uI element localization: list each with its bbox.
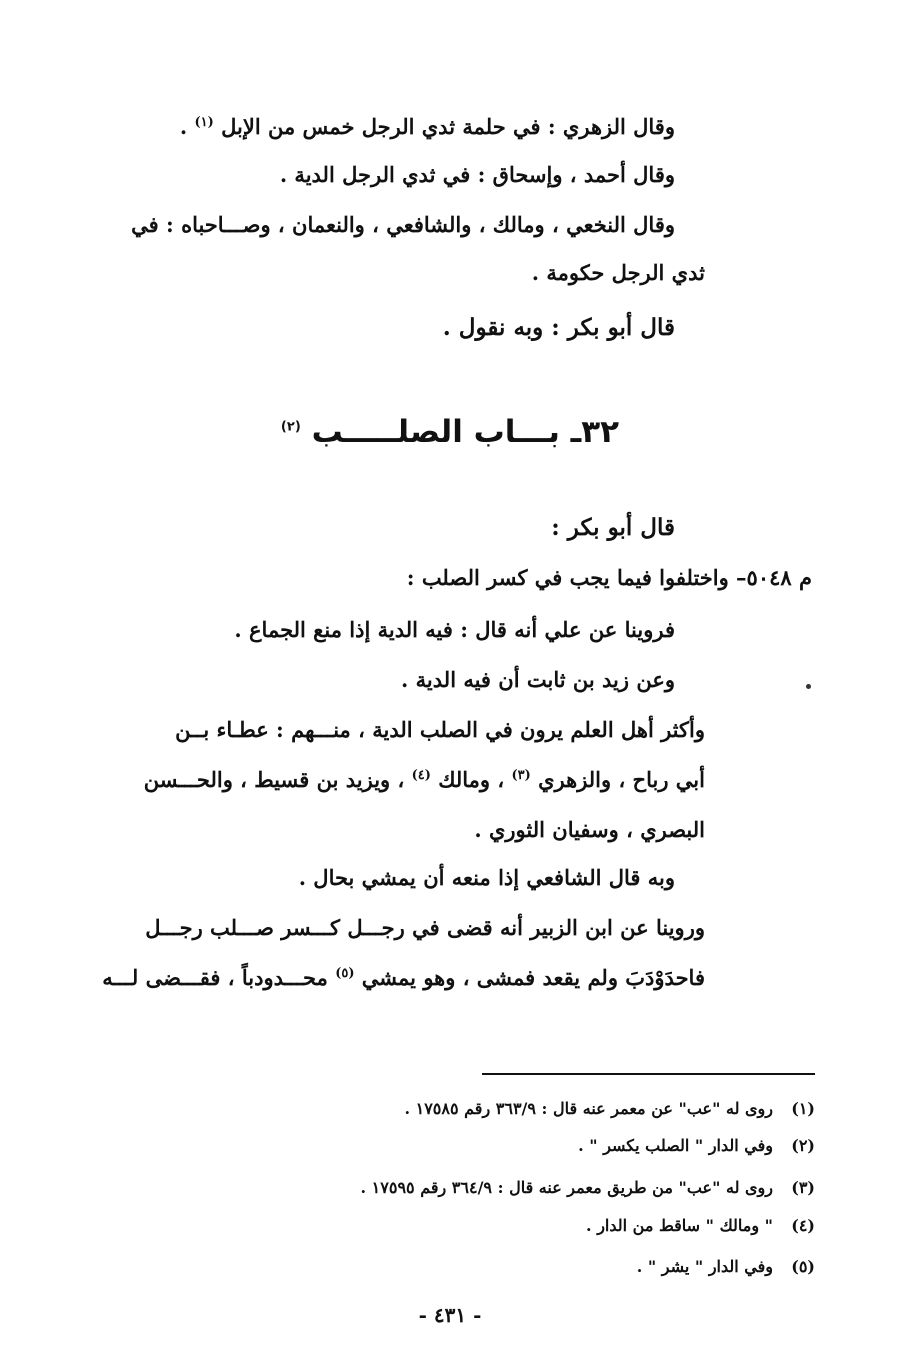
footnote-ref: (١): [194, 115, 214, 130]
text-line: فروينا عن علي أنه قال : فيه الدية إذا منع الجماع .: [234, 617, 675, 642]
footnote-number: (٤): [791, 1216, 815, 1235]
text-segment: أبي رباح ، والزهري: [538, 767, 705, 792]
text-line: وروينا عن ابن الزبير أنه قضى في رجـــل كـــسر صـــلب رجـــل: [145, 915, 705, 940]
paragraph-heading: قال أبو بكر : وبه نقول .: [442, 314, 675, 341]
text-line: وأكثر أهل العلم يرون في الصلب الدية ، منـــهم : عطـاء بــن: [175, 717, 705, 742]
footnote: [578, 1134, 815, 1158]
footnote-number: (٣): [791, 1178, 815, 1197]
text-line: وعن زيد بن ثابت أن فيه الدية .: [401, 667, 675, 692]
footnote-text: " ومالك " ساقط من الدار .: [586, 1216, 773, 1235]
text-line: [180, 112, 675, 142]
text-line: ثدي الرجل حكومة .: [531, 260, 705, 285]
text-line: وبه قال الشافعي إذا منعه أن يمشي بحال .: [298, 865, 675, 890]
footnote-number: (٢): [791, 1136, 815, 1155]
footnote-text: وفي الدار " الصلب يكسر " .: [578, 1136, 773, 1155]
page-number: - ٤٣١ -: [418, 1303, 482, 1327]
footnote-ref: (٤): [411, 768, 431, 783]
text-line: [144, 765, 705, 795]
footnote-text: وفي الدار " يشر " .: [636, 1257, 773, 1276]
text-segment: ، ومالك: [438, 767, 512, 792]
text-segment: .: [179, 114, 195, 139]
section-heading: قال أبو بكر :: [551, 514, 675, 541]
footnote-ref: (٢): [280, 419, 301, 435]
text-line: البصري ، وسفيان الثوري .: [474, 817, 705, 842]
text-segment: وقال الزهري : في حلمة ثدي الرجل خمس من الإبل: [221, 114, 675, 139]
text-segment: محـــدودباً ، فقـــضى لـــه: [102, 965, 336, 990]
chapter-title: [250, 410, 650, 454]
footnote: [586, 1214, 815, 1238]
footnote-number: (١): [791, 1099, 815, 1118]
footnote: [404, 1097, 815, 1121]
chapter-title-text: ٣٢ـ بـــاب الصلـــــب: [311, 414, 620, 450]
text-line: وقال أحمد ، وإسحاق : في ثدي الرجل الدية .: [279, 162, 675, 187]
item-line: م ٥٠٤٨– واختلفوا فيما يجب في كسر الصلب :: [406, 565, 812, 590]
footnote: [361, 1176, 815, 1200]
footnote-ref: (٣): [511, 768, 531, 783]
footnote: [637, 1255, 815, 1279]
text-segment: فاحدَوْدَبَ ولم يقعد فمشى ، وهو يمشي: [361, 965, 705, 990]
footnote-text: روى له "عب" من طريق معمر عنه قال : ٣٦٤/٩ رقم ١٧٥٩٥ .: [360, 1178, 773, 1197]
stray-dot: [806, 684, 811, 689]
text-line: وقال النخعي ، ومالك ، والشافعي ، والنعمان ، وصـــاحباه : في: [131, 212, 675, 237]
text-segment: ، ويزيد بن قسيط ، والحـــسن: [143, 767, 412, 792]
text-line: [102, 963, 705, 993]
footnote-number: (٥): [791, 1257, 815, 1276]
footnote-divider: [482, 1073, 815, 1075]
footnote-text: روى له "عب" عن معمر عنه قال : ٣٦٣/٩ رقم ١٧٥٨٥ .: [404, 1099, 773, 1118]
footnote-ref: (٥): [335, 966, 355, 981]
